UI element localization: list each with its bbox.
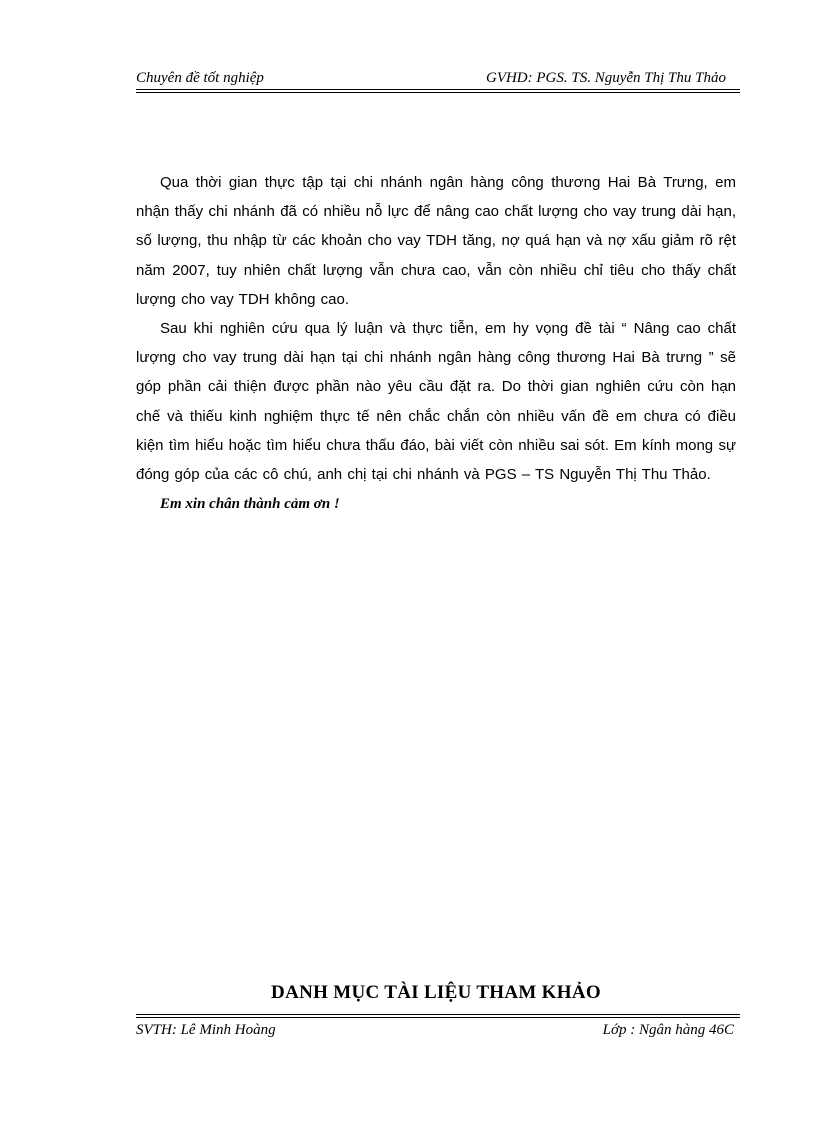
thanks-line: Em xin chân thành cảm ơn ! [160,496,340,513]
page-header [136,68,740,90]
page-footer [136,1020,740,1042]
footer-student-name: SVTH: Lê Minh Hoàng [136,1022,276,1038]
page-body [136,168,736,519]
body-paragraph-2: Sau khi nghiên cứu qua lý luận và thực tiễn, em hy vọng đề tài “ Nâng cao chất lượng cho vay trung dài hạn tại chi nhánh ngân hàng công thương Hai Bà trưng ” sẽ góp phần cải thiện được phần nào yêu cầu đặt ra. Do thời gian nghiên cứu còn hạn chế và thiếu kinh nghiệm thực tế nên chắc chắn còn nhiều vấn đề em chưa có điều kiện tìm hiểu hoặc tìm hiểu chưa thấu đáo, bài viết còn nhiều sai sót. Em kính mong sự đóng góp của các cô chú, anh chị tại chi nhánh và PGS – TS Nguyễn Thị Thu Thảo. [136,320,736,484]
footer-divider [136,1014,740,1018]
header-document-type: Chuyên đề tốt nghiệp [136,70,264,86]
header-divider [136,89,740,93]
body-paragraph-1: Qua thời gian thực tập tại chi nhánh ngân hàng công thương Hai Bà Trưng, em nhận thấy chi nhánh đã có nhiều nỗ lực để nâng cao chất lượng cho vay trung dài hạn, số lượng, thu nhập từ các khoản cho vay TDH tăng, nợ quá hạn và nợ xấu giảm rõ rệt năm 2007, tuy nhiên chất lượng vẫn chưa cao, vẫn còn nhiều chỉ tiêu cho thấy chất lượng cho vay TDH không cao. [136,174,736,308]
references-heading: DANH MỤC TÀI LIỆU THAM KHẢO [271,982,601,1003]
footer-class: Lớp : Ngân hàng 46C [602,1022,734,1038]
header-supervisor: GVHD: PGS. TS. Nguyễn Thị Thu Thảo [485,70,726,86]
